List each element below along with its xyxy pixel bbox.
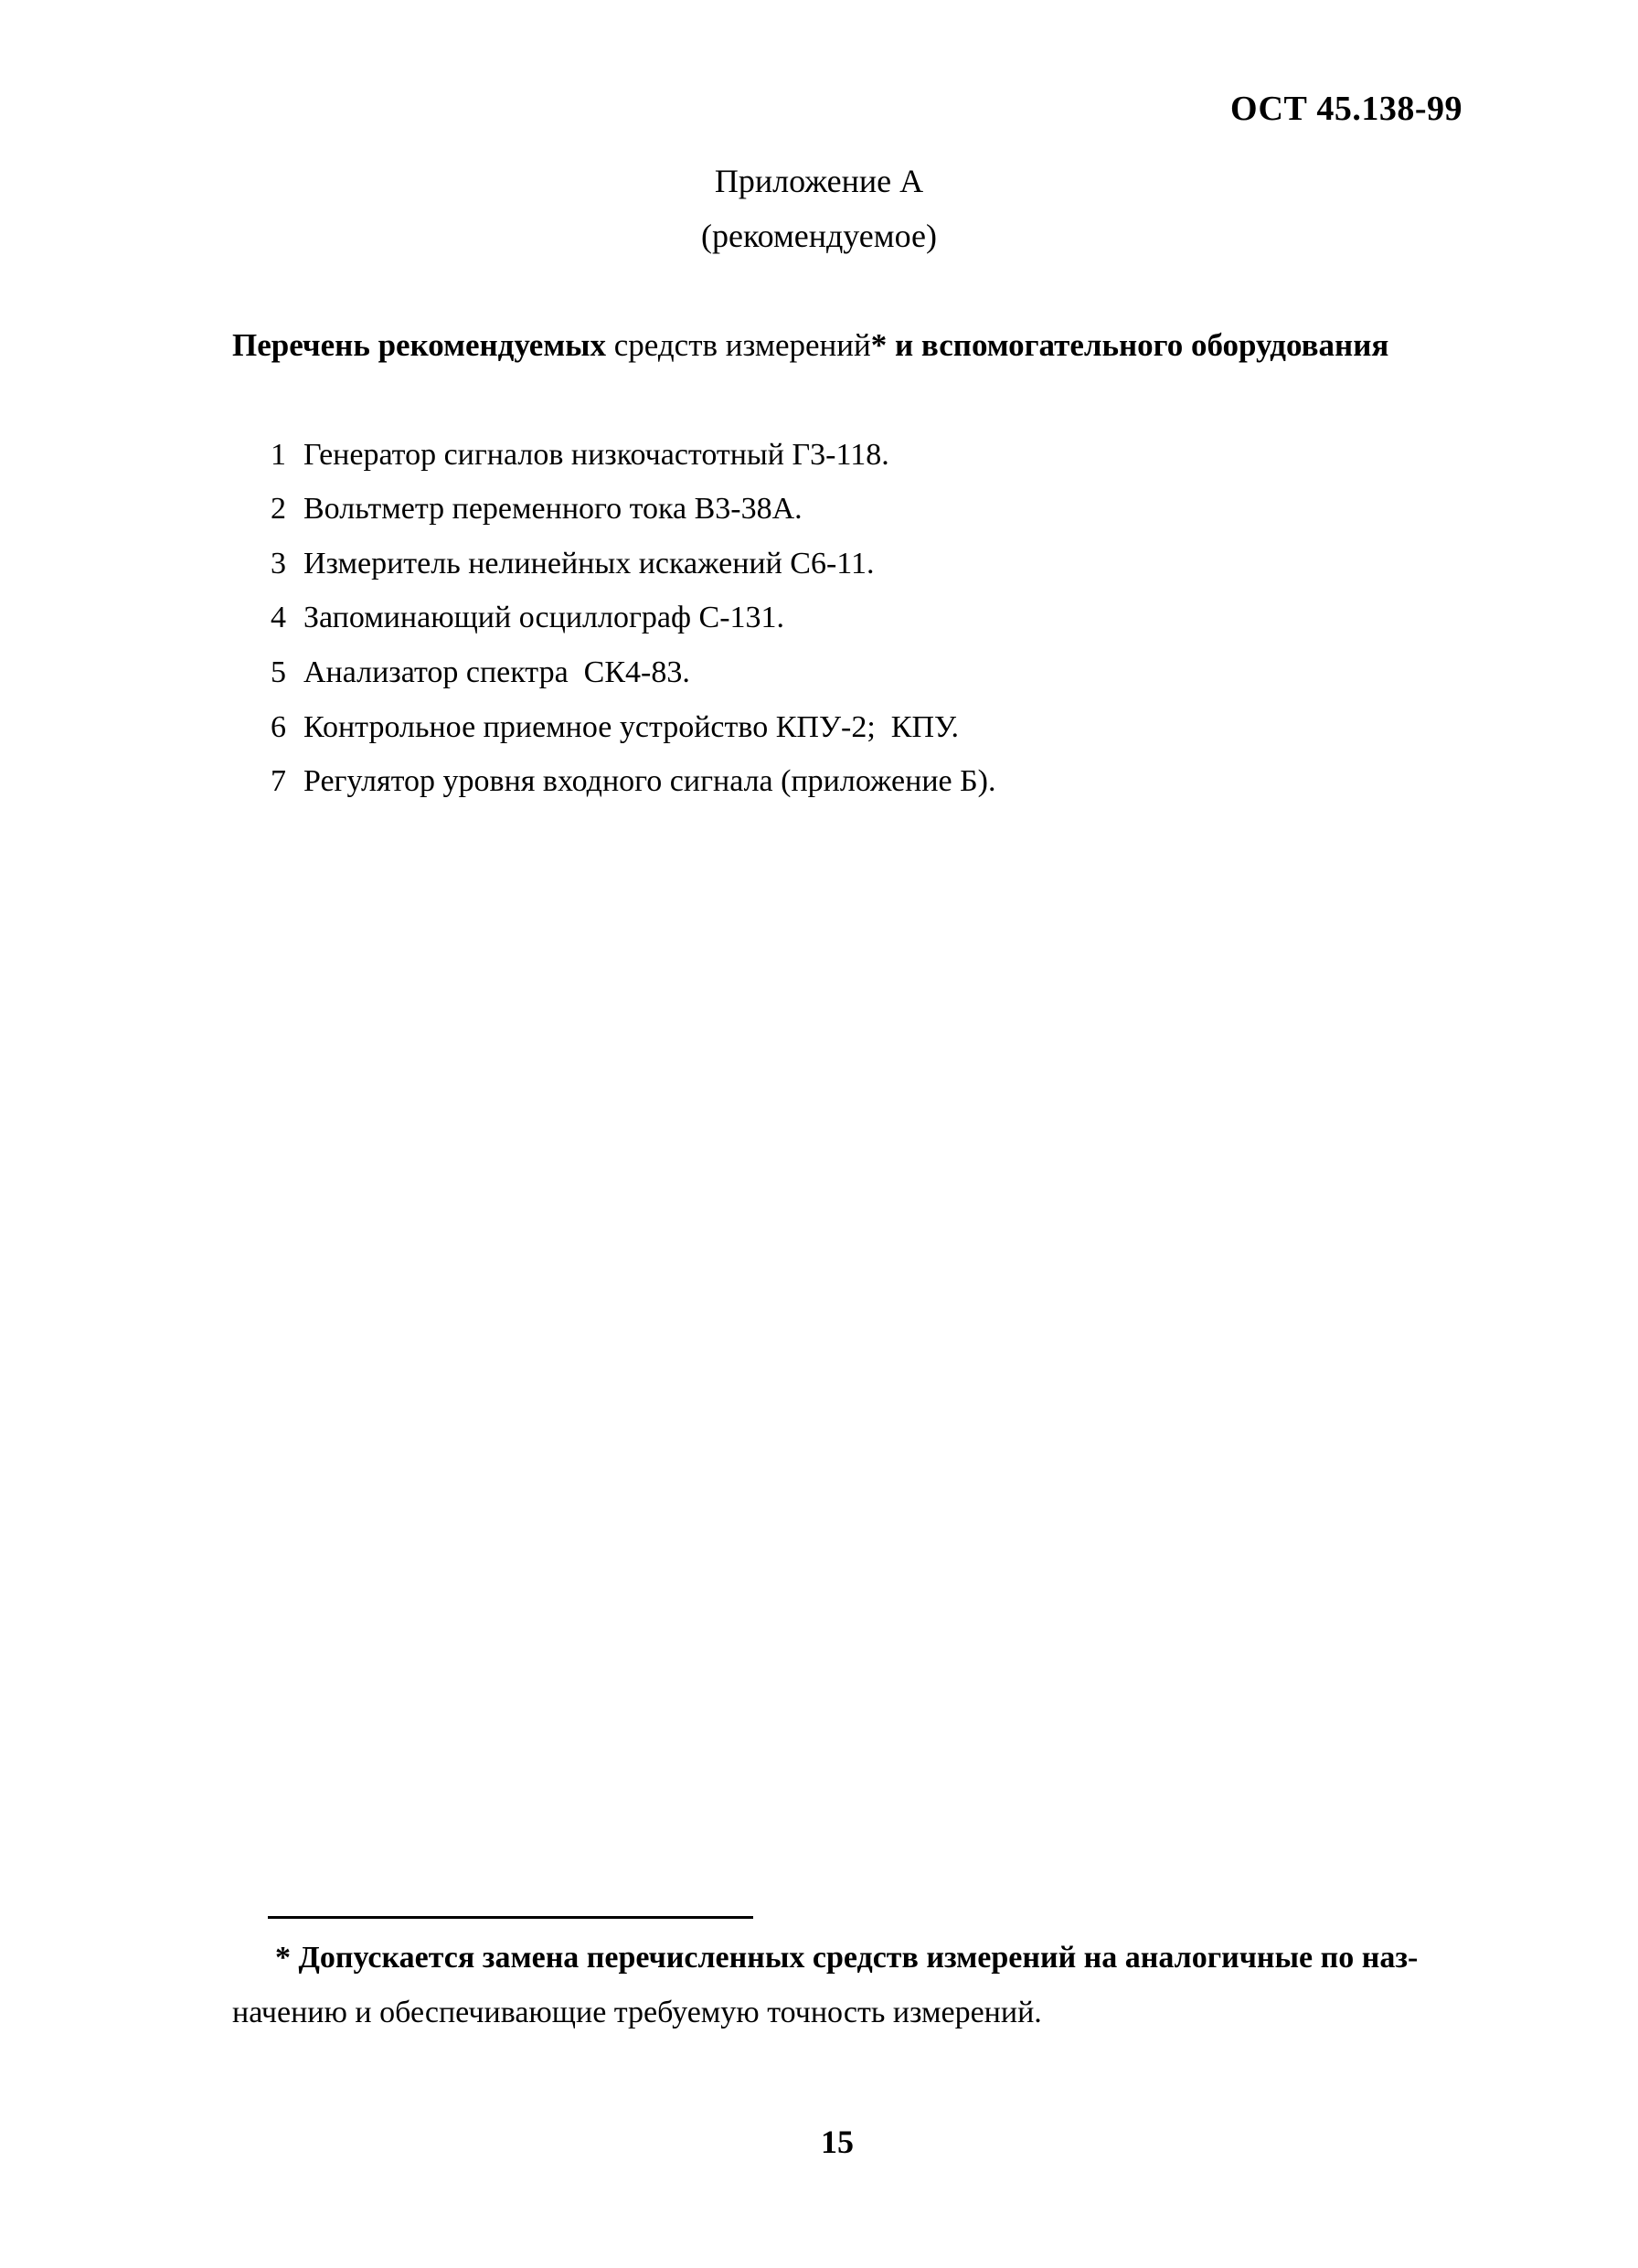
list-item bbox=[271, 440, 889, 471]
item-text: Генератор сигналов низкочастотный Г3-118. bbox=[303, 438, 889, 472]
item-text: Анализатор спектра СК4-83. bbox=[303, 655, 690, 689]
section-heading bbox=[232, 329, 1388, 361]
appendix-title: Приложение А bbox=[714, 163, 924, 199]
list-item bbox=[271, 548, 875, 580]
item-number: 4 bbox=[271, 601, 286, 634]
document-code: ОСТ 45.138-99 bbox=[1230, 90, 1462, 128]
list-item bbox=[271, 657, 690, 688]
item-number: 1 bbox=[271, 438, 286, 472]
item-number: 3 bbox=[271, 547, 286, 580]
footnote-line-2: начению и обеспечивающие требуемую точность измерений. bbox=[232, 1996, 1042, 2029]
item-number: 7 bbox=[271, 764, 286, 798]
heading-part-2: средств измерений bbox=[606, 327, 871, 363]
page-number: 15 bbox=[821, 2124, 854, 2160]
footnote-line-1: * Допускается замена перечисленных средств измерений на аналогичные по наз- bbox=[275, 1941, 1419, 1975]
heading-part-3: * и вспомогательного оборудования bbox=[870, 327, 1389, 363]
appendix-subtitle: (рекомендуемое) bbox=[701, 218, 937, 254]
list-item bbox=[271, 494, 803, 525]
item-text: Запоминающий осциллограф С-131. bbox=[303, 601, 785, 634]
footnote-divider bbox=[268, 1916, 753, 1919]
list-item bbox=[271, 766, 995, 797]
list-item bbox=[271, 602, 784, 634]
item-text: Регулятор уровня входного сигнала (приложение Б). bbox=[303, 764, 996, 798]
item-number: 5 bbox=[271, 655, 286, 689]
heading-part-1: Перечень рекомендуемых bbox=[232, 327, 606, 363]
list-item bbox=[271, 712, 959, 743]
item-text: Вольтметр переменного тока В3-38А. bbox=[303, 492, 803, 526]
item-text: Контрольное приемное устройство КПУ-2; КПУ. bbox=[303, 710, 960, 744]
item-number: 6 bbox=[271, 710, 286, 744]
item-number: 2 bbox=[271, 492, 286, 526]
item-text: Измеритель нелинейных искажений С6-11. bbox=[303, 547, 875, 580]
